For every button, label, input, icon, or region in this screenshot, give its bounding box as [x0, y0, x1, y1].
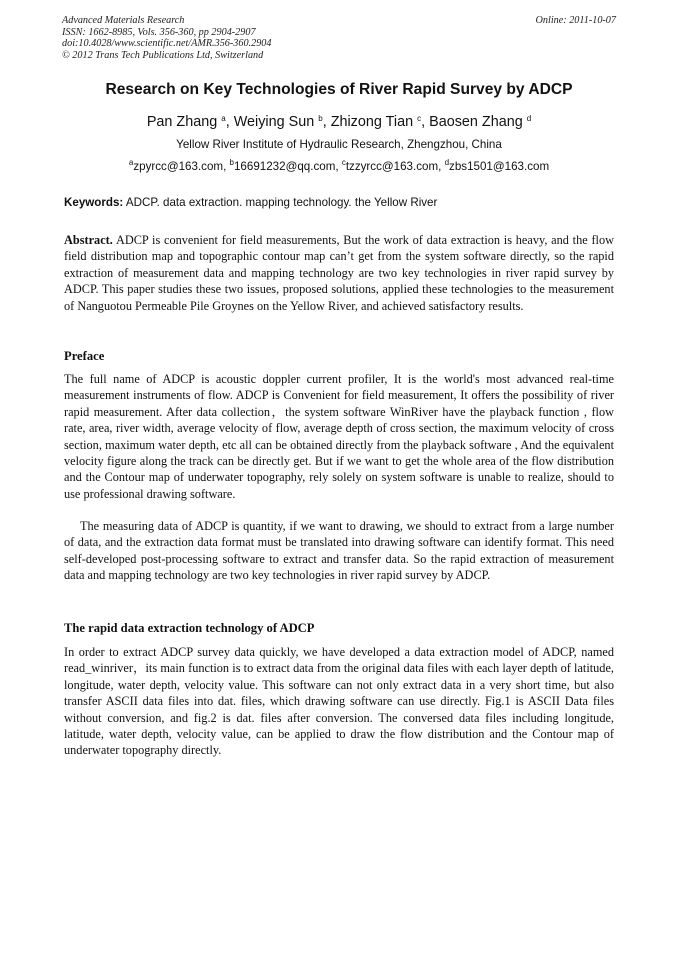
email-address[interactable]: zpyrcc@163.com: [133, 160, 224, 173]
abstract-text: ADCP is convenient for field measurements, But the work of data extraction is heavy, and the flow field distribution map and topographic contour map can’t get from the system software directly, so the rapid extraction of measurement data and mapping technology are two key technologies in river rapid survey by ADCP. This paper studies these two issues, proposed solutions, applied these technologies to the measurement of Nanguotou Permeable Pile Groynes on the Yellow River, and achieved satisfactory results.: [64, 233, 615, 313]
abstract-label: Abstract.: [64, 233, 113, 247]
author-name: Baosen Zhang: [429, 114, 523, 130]
email-mark: a: [128, 158, 134, 167]
journal-info: [62, 15, 271, 61]
keywords: [64, 195, 614, 210]
section-heading-preface: Preface: [64, 349, 105, 363]
author-mark: d: [526, 114, 532, 123]
email-address[interactable]: tzzyrcc@163.com: [345, 160, 439, 173]
author-mark: a: [221, 114, 226, 123]
author-mark: c: [417, 114, 422, 123]
email-mark: d: [444, 158, 450, 167]
doi-line: doi:10.4028/www.scientific.net/AMR.356-360.2904: [62, 38, 272, 49]
author-name: Pan Zhang: [146, 114, 218, 130]
author-list: Pan Zhang $^a$, Weiying Sun $^b$, Zhizong Tian $^c$, Baosen Zhang $^d$: [146, 114, 532, 130]
keywords-text: ADCP. data extraction. mapping technology. the Yellow River: [125, 196, 438, 209]
email-mark: c: [341, 158, 346, 167]
preface-paragraph-2: The measuring data of ADCP is quantity, if we want to drawing, we should to extract from a large number of data, and the extraction data format must be translated into drawing software can identify format. This need self-developed post-processing software to extract and transfer data. So the rapid extraction of measurement data and mapping technology are two key technologies in river rapid survey by ADCP.: [64, 519, 614, 583]
abstract: [64, 232, 614, 314]
issn-line: ISSN: 1662-8985, Vols. 356-360, pp 2904-2907: [62, 26, 256, 38]
email-list: $^a$zpyrcc@163.com, $^b$16691232@qq.com, $^c$tzzyrcc@163.com, $^d$zbs1501@163.com: [128, 158, 550, 173]
copyright-line: © 2012 Trans Tech Publications Ltd, Switzerland: [62, 49, 264, 61]
email-mark: b: [229, 158, 234, 167]
email-address[interactable]: zbs1501@163.com: [449, 160, 550, 173]
affiliation: Yellow River Institute of Hydraulic Research, Zhengzhou, China: [176, 138, 502, 151]
email-address[interactable]: 16691232@qq.com: [233, 160, 336, 173]
extraction-paragraph-1: In order to extract ADCP survey data quickly, we have developed a data extraction model of ADCP, named read_winriver，its main function is to extract data from the original data files with each layer depth of latitude, longitude, water depth, velocity value. This software can not only extract data in a very short time, but also transfer ASCII data files into dat. files, which drawing software can use directly. Fig.1 is ASCII Data files without conversion, and fig.2 is dat. files after conversion. The conversed data files including longitude, latitude, water depth, velocity value, can be applied to draw the flow distribution and the Contour map of underwater topography directly.: [64, 645, 614, 758]
online-date: Online: 2011-10-07: [535, 15, 616, 26]
journal-name: Advanced Materials Research: [62, 15, 185, 26]
author-mark: b: [318, 114, 323, 123]
author-name: Zhizong Tian: [330, 114, 414, 130]
section-heading-extraction: The rapid data extraction technology of ADCP: [64, 621, 315, 635]
paper-title: Research on Key Technologies of River Rapid Survey by ADCP: [105, 81, 573, 98]
author-name: Weiying Sun: [233, 114, 315, 130]
preface-paragraph-1: The full name of ADCP is acoustic doppler current profiler, It is the world's most advanced real-time measurement instruments of flow. ADCP is Convenient for field measurement, It offers the possibility of river rapid measurement. After data collection，the system software WinRiver have the playback function , flow rate, area, river width, average velocity of flow, average depth of cross section, the maximum velocity of cross section, maximum water depth, etc all can be obtained directly from the playback software , And the equivalent velocity figure along the track can be directly get. But if we want to get the whole area of the flow distribution and the Contour map of underwater topography, rely solely on system software is unable to realize, should to use professional drawing software.: [64, 372, 614, 501]
keywords-label: Keywords:: [64, 196, 124, 209]
